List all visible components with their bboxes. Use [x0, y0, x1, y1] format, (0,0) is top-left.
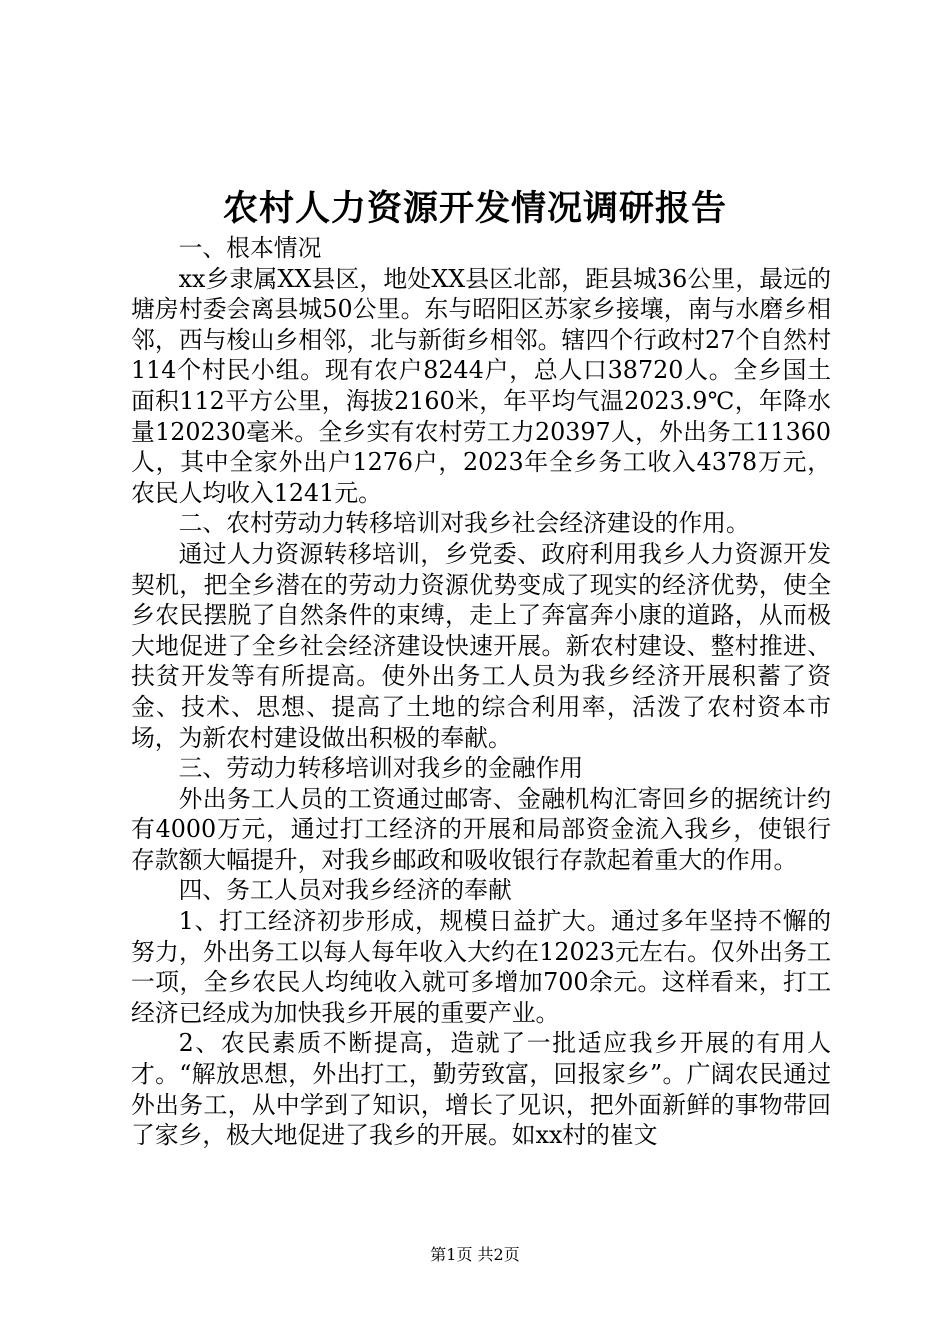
- section-heading-basic-situation: 一、根本情况: [178, 234, 322, 262]
- document-body: [131, 233, 831, 1151]
- section-heading-worker-contribution: 四、务工人员对我乡经济的奉献: [178, 876, 512, 905]
- section-heading-labor-transfer-role: 二、农村劳动力转移培训对我乡社会经济建设的作用。: [178, 509, 750, 538]
- paragraph-worker-contribution-2: 2、农民素质不断提高，造就了一批适应我乡开展的有用人才。“解放思想，外出打工，勤劳致富，回报家乡”。广阔农民通过外出务工，从中学到了知识，增长了见识，把外面新鲜的事物带回了家乡，极大地促进了我乡的开展。如xx村的崔文: [131, 1029, 831, 1150]
- paragraph-labor-transfer-role: 通过人力资源转移培训，乡党委、政府利用我乡人力资源开发契机，把全乡潜在的劳动力资源优势变成了现实的经济优势，使全乡农民摆脱了自然条件的束缚，走上了奔富奔小康的道路，从而极大地促进了全乡社会经济建设快速开展。新农村建设、整村推进、扶贫开发等有所提高。使外出务工人员为我乡经济开展积蓄了资金、技术、思想、提高了土地的综合利用率，活泼了农村资本市场，为新农村建设做出积极的奉献。: [131, 539, 831, 752]
- paragraph-worker-contribution-1: 1、打工经济初步形成，规模日益扩大。通过多年坚持不懈的努力，外出务工以每人每年收入大约在12023元左右。仅外出务工一项，全乡农民人均纯收入就可多增加700余元。这样看来，打工经济已经成为加快我乡开展的重要产业。: [131, 907, 831, 1027]
- page-number-footer: 第1页 共2页: [430, 1245, 520, 1264]
- paragraph-financial-role: 外出务工人员的工资通过邮寄、金融机构汇寄回乡的据统计约有4000万元，通过打工经济的开展和局部资金流入我乡，使银行存款额大幅提升，对我乡邮政和吸收银行存款起着重大的作用。: [131, 784, 831, 874]
- document-title: 农村人力资源开发情况调研报告: [222, 188, 727, 229]
- paragraph-basic-situation: xx乡隶属XX县区，地处XX县区北部，距县城36公里，最远的塘房村委会离县城50公里。东与昭阳区苏家乡接壤，南与水磨乡相邻，西与梭山乡相邻，北与新街乡相邻。辖四个行政村27个自然村114个村民小组。现有农户8244户，总人口38720人。全乡国土面积112平方公里，海拔2160米，年平均气温2023.9℃，年降水量120230毫米。全乡实有农村劳工力20397人，外出务工11360人，其中全家外出户1276户，2023年全乡务工收入4378万元，农民人均收入1241元。: [131, 264, 831, 507]
- section-heading-financial-role: 三、劳动力转移培训对我乡的金融作用: [178, 754, 584, 783]
